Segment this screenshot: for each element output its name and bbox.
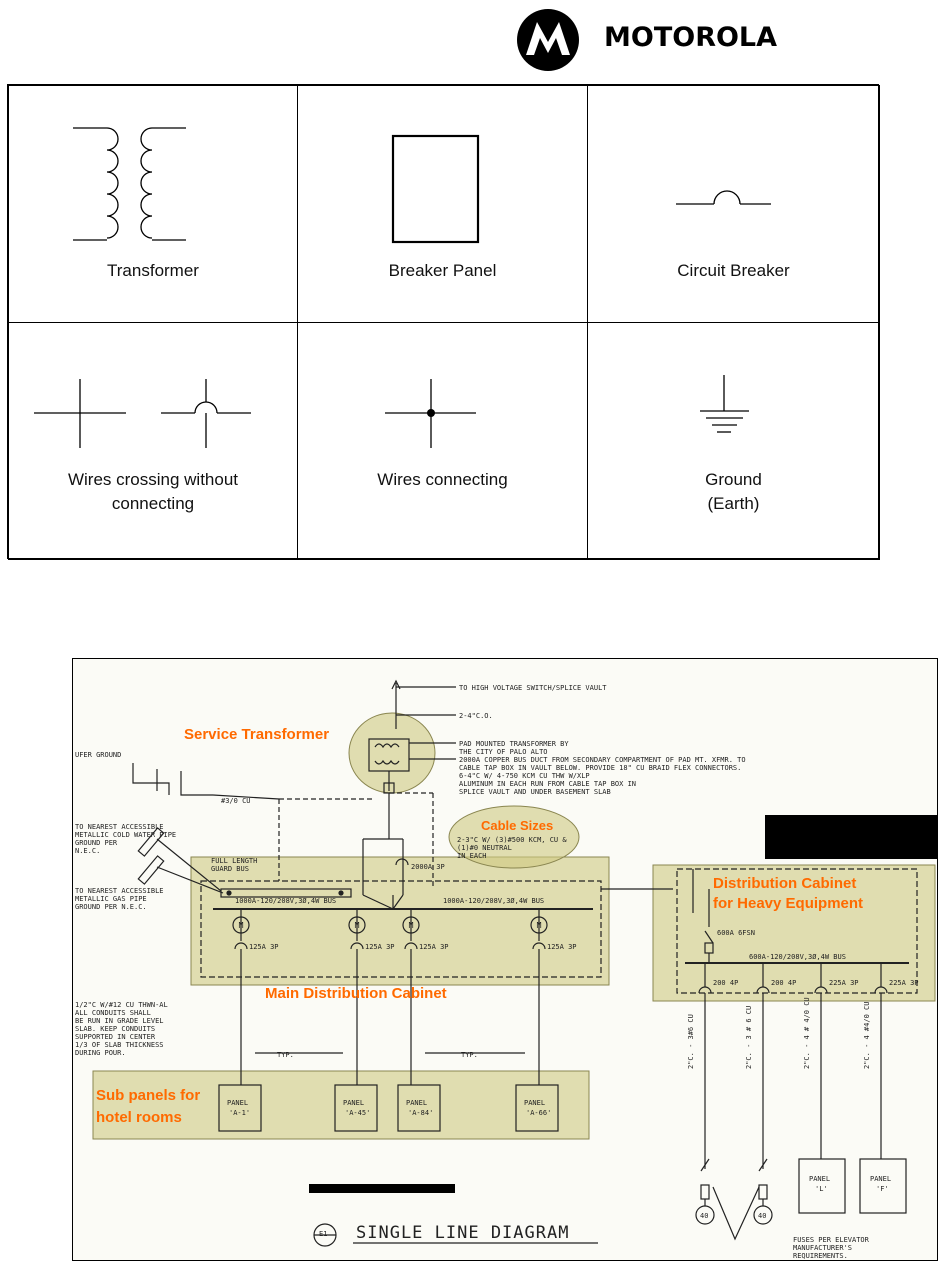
main-breaker-label-0: 125A 3P <box>249 943 279 951</box>
equipment-panel-label-0: PANEL <box>809 1175 831 1183</box>
equipment-panel-label-1: PANEL <box>870 1175 892 1183</box>
callout-main-distribution: Main Distribution Cabinet <box>265 985 447 1002</box>
legend-label-ground-line2: (Earth) <box>707 494 760 513</box>
note-conduit-line-2: BE RUN IN GRADE LEVEL <box>75 1017 164 1025</box>
brand-name: MOTOROLA <box>604 22 778 53</box>
sub-panel-id-0: 'A-1' <box>229 1109 251 1117</box>
note-transformer-line-6: SPLICE VAULT AND UNDER BASEMENT SLAB <box>459 788 611 796</box>
main-breaker-label-2: 125A 3P <box>419 943 449 951</box>
single-line-diagram-drawing <box>73 659 938 1261</box>
note-hv-switch: TO HIGH VOLTAGE SWITCH/SPLICE VAULT <box>459 684 607 692</box>
redaction-block-right <box>765 815 937 859</box>
note-ground-bus-line-0: FULL LENGTH <box>211 857 258 865</box>
note-eq-switch: 600A 6FSN <box>717 929 755 937</box>
note-gas-pipe-line-0: TO NEAREST ACCESSIBLE <box>75 887 164 895</box>
callout-sub-panels-line2: hotel rooms <box>96 1109 182 1126</box>
note-ufer-ground: UFER GROUND <box>75 751 122 759</box>
equipment-panel-id-0: 'L' <box>815 1185 828 1193</box>
note-water-pipe-line-3: N.E.C. <box>75 847 101 855</box>
note-conduit-line-1: ALL CONDUITS SHALL <box>75 1009 151 1017</box>
equipment-breaker-label-3: 225A 3P <box>889 979 919 987</box>
note-gas-pipe-line-2: GROUND PER N.E.C. <box>75 903 147 911</box>
breaker-panel-symbol-icon <box>298 86 589 324</box>
diagram-title: SINGLE LINE DIAGRAM <box>356 1223 570 1243</box>
note-transformer-line-5: ALUMINUM IN EACH RUN FROM CABLE TAP BOX IN <box>459 780 637 788</box>
symbol-legend-table <box>7 84 879 559</box>
note-eq-feeder-2: 2"C. - 4 # 4/0 CU <box>803 997 811 1069</box>
legend-cell-ground <box>587 322 880 560</box>
note-typ-2: TYP. <box>461 1051 478 1059</box>
motor-label-1: 40 <box>758 1212 767 1220</box>
note-water-pipe-line-1: METALLIC COLD WATER PIPE <box>75 831 177 839</box>
legend-label-wires-crossing-line1: Wires crossing without <box>67 470 239 489</box>
note-eq-feeder-1: 2"C. - 3 # 6 CU <box>745 1005 753 1069</box>
note-fuses-line-0: FUSES PER ELEVATOR <box>793 1236 869 1244</box>
note-water-pipe-line-2: GROUND PER <box>75 839 118 847</box>
svg-text:M: M <box>408 921 414 930</box>
svg-text:M: M <box>238 921 244 930</box>
legend-cell-wires-connecting <box>297 322 588 560</box>
svg-text:M: M <box>354 921 360 930</box>
callout-sub-panels-line1: Sub panels for <box>96 1087 201 1104</box>
equipment-panel-id-1: 'F' <box>876 1185 889 1193</box>
legend-label-wires-crossing-line2: connecting <box>111 494 195 513</box>
sub-panel-label-1: PANEL <box>343 1099 365 1107</box>
motorola-batwing-icon <box>516 8 580 72</box>
note-fuses-line-2: REQUIREMENTS. <box>793 1252 848 1260</box>
note-ground-bus-line-1: GUARD BUS <box>211 865 249 873</box>
note-conduit: 2-4"C.O. <box>459 712 493 720</box>
note-transformer-line-3: CABLE TAP BOX IN VAULT BELOW. PROVIDE 18" CU BRAID FLEX CONNECTORS. <box>459 764 742 772</box>
legend-label-wires-connecting: Wires connecting <box>377 470 508 489</box>
sub-panel-label-2: PANEL <box>406 1099 428 1107</box>
note-cable-sizes-line-1: (1)#0 NEUTRAL <box>457 844 512 852</box>
note-conduit-line-6: DURING POUR. <box>75 1049 126 1057</box>
circuit-breaker-symbol-icon <box>588 86 881 324</box>
svg-text:M: M <box>536 921 542 930</box>
sub-panel-label-3: PANEL <box>524 1099 546 1107</box>
sheet-reference: E1 <box>319 1230 328 1238</box>
note-eq-feeder-3: 2"C. - 4 #4/0 CU <box>863 1001 871 1069</box>
note-main-bus: 1000A-120/208V,3Ø,4W BUS <box>235 897 337 905</box>
ground-symbol-icon <box>588 323 881 561</box>
sub-panel-label-0: PANEL <box>227 1099 249 1107</box>
wires-crossing-symbol-icon <box>9 323 299 561</box>
note-transformer-line-4: 6-4"C W/ 4-750 KCM CU THW W/XLP <box>459 772 590 780</box>
legend-cell-circuit-breaker <box>587 85 880 323</box>
sub-panel-id-2: 'A-84' <box>408 1109 434 1117</box>
transformer-symbol-icon <box>9 86 299 324</box>
callout-distribution-cabinet-line2: for Heavy Equipment <box>713 895 864 912</box>
callout-cable-sizes: Cable Sizes <box>481 818 554 833</box>
note-transformer-line-1: THE CITY OF PALO ALTO <box>459 748 548 756</box>
note-ground-wire: #3/0 CU <box>221 797 251 805</box>
note-cable-sizes-line-0: 2-3"C W/ (3)#500 KCM, CU & <box>457 836 567 844</box>
note-transformer-line-2: 2000A COPPER BUS DUCT FROM SECONDARY COMPARTMENT OF PAD MT. XFMR. TO <box>459 756 746 764</box>
note-transformer-line-0: PAD MOUNTED TRANSFORMER BY <box>459 740 569 748</box>
note-main-breaker: 2000A 3P <box>411 863 445 871</box>
legend-cell-transformer <box>8 85 298 323</box>
legend-label-breaker-panel: Breaker Panel <box>388 261 497 280</box>
equipment-breaker-label-0: 200 4P <box>713 979 739 987</box>
legend-label-transformer: Transformer <box>107 261 199 280</box>
legend-label-circuit-breaker: Circuit Breaker <box>677 261 790 280</box>
callout-distribution-cabinet-line1: Distribution Cabinet <box>713 875 857 892</box>
note-conduit-line-5: 1/3 OF SLAB THICKNESS <box>75 1041 164 1049</box>
single-line-diagram <box>72 658 938 1261</box>
note-conduit-line-4: SUPPORTED IN CENTER <box>75 1033 156 1041</box>
note-fuses-line-1: MANUFACTURER'S <box>793 1244 853 1252</box>
service-transformer-highlight <box>349 713 435 793</box>
legend-label-ground-line1: Ground <box>705 470 762 489</box>
callout-service-transformer: Service Transformer <box>184 726 330 743</box>
note-conduit-line-0: 1/2"C W/#12 CU THWN-AL <box>75 1001 168 1009</box>
sub-panel-id-1: 'A-45' <box>345 1109 371 1117</box>
main-breaker-label-1: 125A 3P <box>365 943 395 951</box>
redaction-block-bottom <box>309 1184 455 1193</box>
note-main-bus-2: 1000A-120/208V,3Ø,4W BUS <box>443 897 545 905</box>
wires-connecting-symbol-icon <box>298 323 589 561</box>
equipment-breaker-label-1: 200 4P <box>771 979 797 987</box>
note-eq-bus: 600A-120/208V,3Ø,4W BUS <box>749 953 846 961</box>
note-gas-pipe-line-1: METALLIC GAS PIPE <box>75 895 147 903</box>
note-water-pipe-line-0: TO NEAREST ACCESSIBLE <box>75 823 164 831</box>
main-breaker-label-3: 125A 3P <box>547 943 577 951</box>
legend-cell-breaker-panel <box>297 85 588 323</box>
note-eq-feeder-0: 2"C. - 3#6 CU <box>687 1014 695 1069</box>
sub-panel-id-3: 'A-66' <box>526 1109 552 1117</box>
note-conduit-line-3: SLAB. KEEP CONDUITS <box>75 1025 156 1033</box>
equipment-breaker-label-2: 225A 3P <box>829 979 859 987</box>
motorola-logo <box>516 8 861 72</box>
legend-cell-wires-crossing <box>8 322 298 560</box>
motor-label-0: 40 <box>700 1212 709 1220</box>
sub-panels-highlight-band <box>93 1071 589 1139</box>
note-cable-sizes-line-2: IN EACH <box>457 852 487 860</box>
note-typ-1: TYP. <box>277 1051 294 1059</box>
